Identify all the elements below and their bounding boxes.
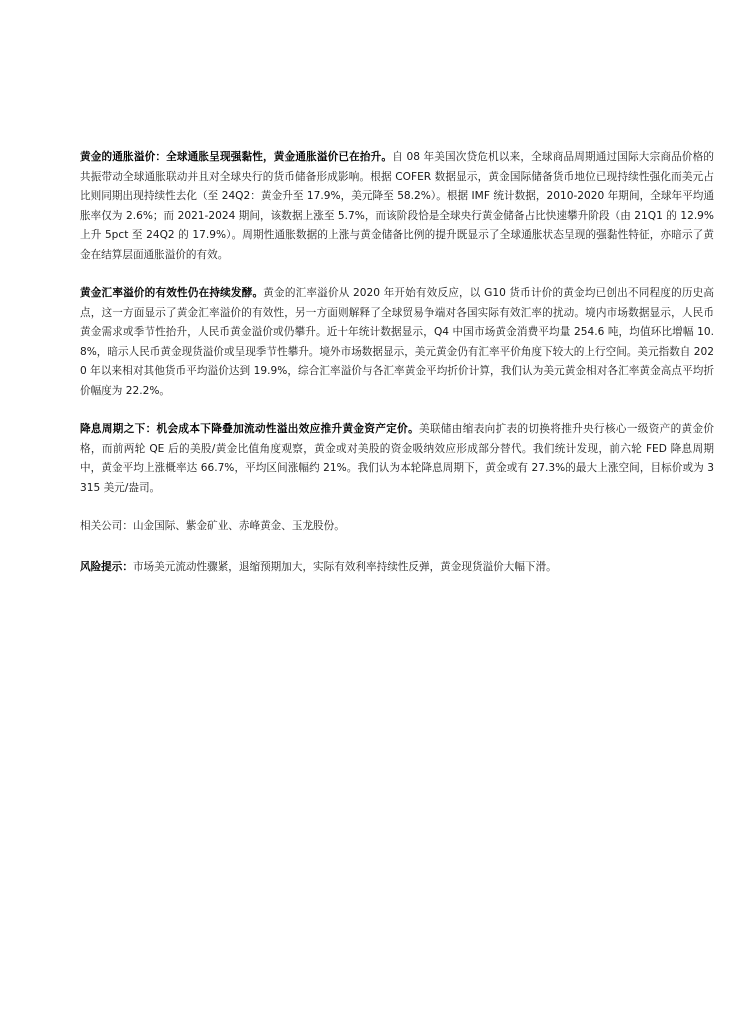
- paragraph-text: 美联储由缩表向扩表的切换将推升央行核心一级资产的黄金价格，而前两轮 QE 后的美股/黄金比值角度观察，黄金或对美股的资金吸纳效应形成部分替代。我们统计发现，前六轮 FED 降息周期中，黄金平均上涨概率达 66.7%，平均区间涨幅约 21%。我们认为本轮降息周期下，黄金或有 27.3%的最大上涨空间，目标价或为 3315 美元/盎司。: [80, 423, 714, 494]
- report-body: [80, 148, 714, 577]
- related-companies: 相关公司：山金国际、紫金矿业、赤峰黄金、玉龙股份。: [80, 520, 345, 532]
- paragraph-inflation-premium: [80, 148, 714, 265]
- risk-text: 市场美元流动性骤紧，退缩预期加大，实际有效利率持续性反弹，黄金现货溢价大幅下滑。: [132, 560, 557, 573]
- paragraph-heading: 黄金汇率溢价的有效性仍在持续发酵。: [80, 287, 264, 299]
- paragraph-rate-cut-cycle: [80, 420, 714, 498]
- paragraph-text: 自 08 年美国次贷危机以来，全球商品周期通过国际大宗商品价格的共振带动全球通胀联动并且对全球央行的货币储备形成影响。根据 COFER 数据显示，黄金国际储备货币地位已现持续性强化而美元占比则同期出现持续性去化（至 24Q2：黄金升至 17.9%，美元降至 58.2%）。根据 IMF 统计数据，2010-2020 年期间，全球年平均通胀率仅为 2.6%；而 2021-2024 期间，该数据上涨至 5.7%，而该阶段恰是全球央行黄金储备占比快速攀升阶段（由 21Q1 的 12.9%上升 5pct 至 24Q2 的 17.9%）。周期性通胀数据的上涨与黄金储备比例的提升既显示了全球通胀状态呈现的强黏性特征，亦暗示了黄金在结算层面通胀溢价的有效。: [80, 151, 714, 261]
- risk-heading: 风险提示：: [80, 560, 133, 573]
- paragraph-text: 黄金的汇率溢价从 2020 年开始有效反应，以 G10 货币计价的黄金均已创出不同程度的历史高点，这一方面显示了黄金汇率溢价的有效性，另一方面则解释了全球贸易争端对各国实际有效汇率的扰动。境内市场数据显示，人民币黄金需求或季节性抬升，人民币黄金溢价或仍攀升。近十年统计数据显示，Q4 中国市场黄金消费平均量 254.6 吨，均值环比增幅 10.8%，暗示人民币黄金现货溢价或呈现季节性攀升。境外市场数据显示，美元黄金仍有汇率平价角度下较大的上行空间。美元指数自 2020 年以来相对其他货币平均溢价达到 19.9%，综合汇率溢价与各汇率黄金平均折价计算，我们认为美元黄金相对各汇率黄金高点平均折价幅度为 22.2%。: [80, 287, 715, 397]
- risk-warning: [80, 558, 714, 578]
- paragraph-heading: 黄金的通胀溢价：全球通胀呈现强黏性，黄金通胀溢价已在抬升。: [80, 151, 393, 163]
- paragraph-heading: 降息周期之下：机会成本下降叠加流动性溢出效应推升黄金资产定价。: [80, 423, 420, 435]
- paragraph-fx-premium: [80, 284, 714, 401]
